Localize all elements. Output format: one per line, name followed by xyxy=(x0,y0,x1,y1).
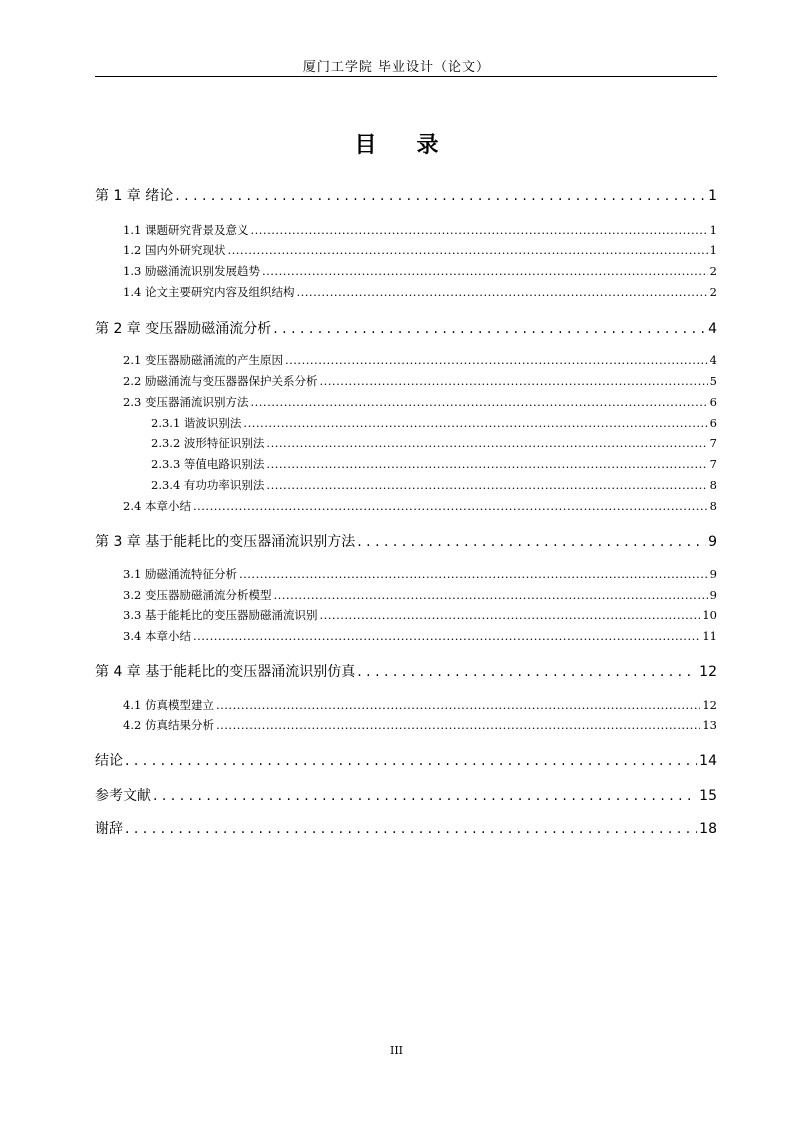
toc-entry-page: 1 xyxy=(709,243,717,257)
page-number: III xyxy=(389,1044,404,1057)
toc-subsection-2-3-1[interactable] xyxy=(151,415,717,431)
toc-entry-page: 1 xyxy=(709,223,717,237)
dot-leader xyxy=(357,534,706,550)
dot-leader xyxy=(216,698,700,712)
dot-leader xyxy=(319,608,700,622)
toc-conclusion[interactable] xyxy=(95,750,717,770)
toc-section-3-3[interactable] xyxy=(123,607,717,623)
toc-entry-label: 2.3 变压器涌流识别方法 xyxy=(123,395,249,409)
page-header: 厦门工学院 毕业设计（论文） xyxy=(302,60,491,75)
toc-entry-label: 2.3.2 波形特征识别法 xyxy=(151,436,265,450)
header-rule xyxy=(95,76,717,77)
toc-entry-label: 1.4 论文主要研究内容及组织结构 xyxy=(123,285,295,299)
toc-entry-label: 2.3.1 谐波识别法 xyxy=(151,416,242,430)
toc-section-2-1[interactable] xyxy=(123,352,717,368)
dot-leader xyxy=(266,436,707,450)
toc-entry-page: 18 xyxy=(699,821,717,837)
toc-entry-label: 1.3 励磁涌流识别发展趋势 xyxy=(123,264,260,278)
toc-entry-label: 3.4 本章小结 xyxy=(123,629,191,643)
toc-acknowledgements[interactable] xyxy=(95,818,717,838)
toc-entry-page: 9 xyxy=(708,534,717,550)
toc-chapter-4[interactable] xyxy=(95,661,717,681)
dot-leader xyxy=(273,588,707,602)
toc-section-1-3[interactable] xyxy=(123,263,717,279)
toc-chapter-3[interactable] xyxy=(95,531,717,551)
toc-entry-page: 6 xyxy=(709,395,717,409)
toc-entry-page: 9 xyxy=(709,588,717,602)
toc-entry-label: 3.1 励磁涌流特征分析 xyxy=(123,567,237,581)
dot-leader xyxy=(296,285,707,299)
toc-entry-label: 2.1 变压器励磁涌流的产生原因 xyxy=(123,353,283,367)
toc-entry-label: 3.3 基于能耗比的变压器励磁涌流识别 xyxy=(123,608,318,622)
toc-section-3-1[interactable] xyxy=(123,566,717,582)
toc-section-1-1[interactable] xyxy=(123,222,717,238)
toc-entry-label: 第 3 章 基于能耗比的变压器涌流识别方法 xyxy=(95,534,356,550)
toc-entry-label: 4.1 仿真模型建立 xyxy=(123,698,214,712)
toc-subsection-2-3-2[interactable] xyxy=(151,435,717,451)
dot-leader xyxy=(175,188,706,204)
toc-chapter-1[interactable] xyxy=(95,185,717,205)
dot-leader xyxy=(125,753,697,769)
toc-subsection-2-3-4[interactable] xyxy=(151,477,717,493)
toc-section-3-4[interactable] xyxy=(123,628,717,644)
toc-entry-page: 2 xyxy=(709,285,717,299)
toc-entry-page: 7 xyxy=(709,436,717,450)
toc-entry-label: 谢辞 xyxy=(95,821,123,837)
toc-section-3-2[interactable] xyxy=(123,587,717,603)
dot-leader xyxy=(216,718,700,732)
dot-leader xyxy=(319,374,707,388)
toc-entry-label: 2.4 本章小结 xyxy=(123,499,191,513)
toc-entry-label: 第 4 章 基于能耗比的变压器涌流识别仿真 xyxy=(95,664,356,680)
toc-chapter-2[interactable] xyxy=(95,318,717,338)
toc-entry-page: 9 xyxy=(709,567,717,581)
toc-section-4-1[interactable] xyxy=(123,697,717,713)
toc-entry-page: 6 xyxy=(709,416,717,430)
toc-entry-label: 4.2 仿真结果分析 xyxy=(123,718,214,732)
toc-entry-label: 结论 xyxy=(95,753,123,769)
toc-entry-page: 13 xyxy=(702,718,717,732)
toc-entry-page: 5 xyxy=(709,374,717,388)
toc-entry-page: 15 xyxy=(699,788,717,804)
toc-references[interactable] xyxy=(95,785,717,805)
toc-entry-page: 14 xyxy=(699,753,717,769)
toc-entry-page: 1 xyxy=(708,188,717,204)
dot-leader xyxy=(262,264,708,278)
toc-entry-page: 2 xyxy=(709,264,717,278)
toc-entry-page: 12 xyxy=(702,698,717,712)
toc-entry-label: 2.3.3 等值电路识别法 xyxy=(151,457,265,471)
dot-leader xyxy=(125,821,697,837)
toc-entry-label: 1.1 课题研究背景及意义 xyxy=(123,223,249,237)
toc-entry-label: 2.3.4 有功功率识别法 xyxy=(151,478,265,492)
dot-leader xyxy=(153,788,697,804)
toc-section-2-3[interactable] xyxy=(123,394,717,410)
toc-entry-page: 8 xyxy=(709,499,717,513)
dot-leader xyxy=(227,243,707,257)
toc-entry-label: 1.2 国内外研究现状 xyxy=(123,243,226,257)
toc-entry-page: 7 xyxy=(709,457,717,471)
toc-subsection-2-3-3[interactable] xyxy=(151,456,717,472)
toc-entry-page: 4 xyxy=(709,353,717,367)
dot-leader xyxy=(250,223,707,237)
toc-entry-label: 3.2 变压器励磁涌流分析模型 xyxy=(123,588,272,602)
toc-entry-page: 8 xyxy=(709,478,717,492)
dot-leader xyxy=(273,321,706,337)
dot-leader xyxy=(239,567,708,581)
toc-entry-page: 11 xyxy=(702,629,717,643)
toc-section-2-4[interactable] xyxy=(123,498,717,514)
dot-leader xyxy=(266,478,707,492)
toc-section-4-2[interactable] xyxy=(123,717,717,733)
dot-leader xyxy=(357,664,697,680)
toc-entry-page: 12 xyxy=(699,664,717,680)
dot-leader xyxy=(285,353,708,367)
toc-entry-page: 4 xyxy=(708,321,717,337)
dot-leader xyxy=(193,499,708,513)
dot-leader xyxy=(250,395,707,409)
dot-leader xyxy=(193,629,700,643)
dot-leader xyxy=(266,457,707,471)
toc-section-1-2[interactable] xyxy=(123,242,717,258)
toc-entry-label: 第 1 章 绪论 xyxy=(95,188,174,204)
toc-entry-label: 第 2 章 变压器励磁涌流分析 xyxy=(95,321,272,337)
toc-section-2-2[interactable] xyxy=(123,373,717,389)
toc-entry-page: 10 xyxy=(702,608,717,622)
toc-entry-label: 2.2 励磁涌流与变压器器保护关系分析 xyxy=(123,374,318,388)
dot-leader xyxy=(243,416,707,430)
toc-section-1-4[interactable] xyxy=(123,284,717,300)
toc-entry-label: 参考文献 xyxy=(95,788,151,804)
toc-title: 目录 xyxy=(354,133,479,158)
